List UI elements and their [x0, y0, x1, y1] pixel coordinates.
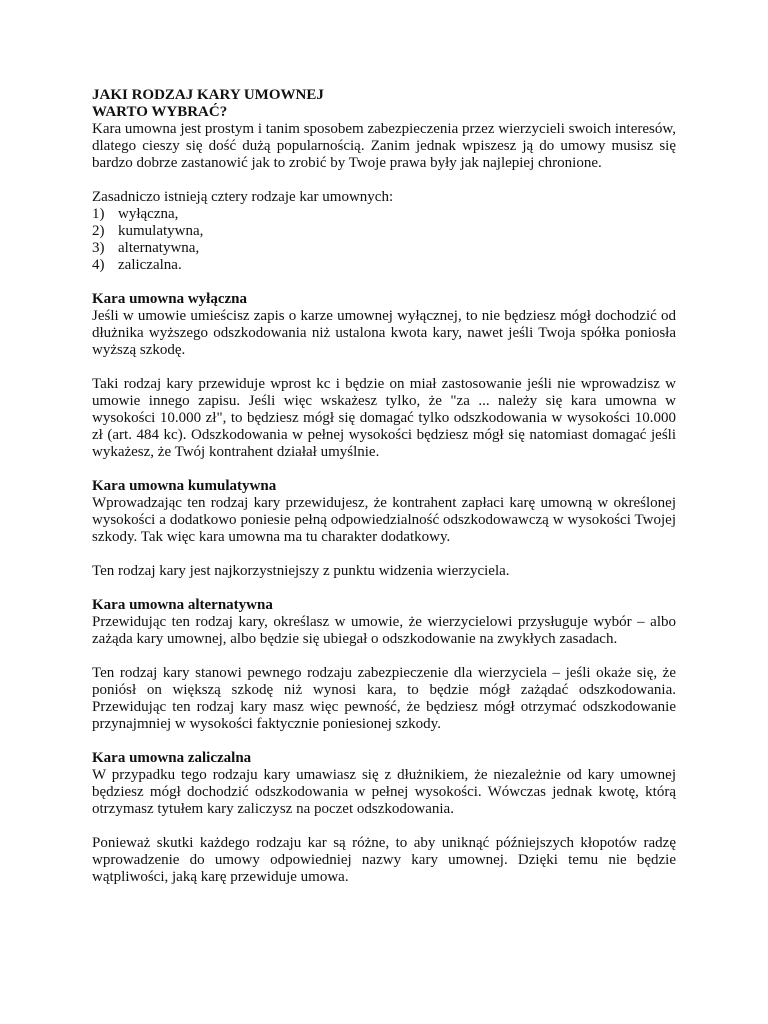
list-item: [92, 206, 676, 223]
section-paragraph: Taki rodzaj kary przewiduje wprost kc i będzie on miał zastosowanie jeśli nie wprowadzisz w umowie innego zapisu. Jeśli więc wskażesz tylko, że "za ... należy się kara umowna w wysokości 10.000 zł", to będziesz mógł się domagać tylko odszkodowania w wysokości 10.000 zł (art. 484 kc). Odszkodowania w pełnej wysokości będziesz mógł się natomiast domagać jeśli wykażesz, że Twój kontrahent działał umyślnie.: [92, 376, 676, 460]
spacer: [92, 546, 676, 563]
section-heading-wylaczna: Kara umowna wyłączna: [92, 291, 247, 307]
list-item: [92, 223, 676, 240]
intro-paragraph: Kara umowna jest prostym i tanim sposobem zabezpieczenia przez wierzycieli swoich interesów, dlatego cieszy się dość dużą popularnością. Zanim jednak wpiszesz ją do umowy musisz się bardzo dobrze zastanowić jak to zrobić by Twoje prawa były jak najlepiej chronione.: [92, 121, 676, 171]
types-intro: Zasadniczo istnieją cztery rodzaje kar umownych:: [92, 189, 394, 205]
list-label: alternatywna,: [118, 240, 200, 256]
section-heading-alternatywna: Kara umowna alternatywna: [92, 597, 273, 613]
spacer: [92, 818, 676, 835]
section-paragraph: Ten rodzaj kary stanowi pewnego rodzaju zabezpieczenie dla wierzyciela – jeśli okaże się, że poniósł on większą szkodę niż wynosi kara, to będzie mógł zażądać odszkodowania. Przewidując ten rodzaj kary masz więc pewność, że będziesz mógł otrzymać odszkodowanie przynajmniej w wysokości faktycznie poniesionej szkody.: [92, 665, 676, 732]
title-line-2: WARTO WYBRAĆ?: [92, 104, 228, 120]
section-heading-kumulatywna: Kara umowna kumulatywna: [92, 478, 277, 494]
section-paragraph: Ponieważ skutki każdego rodzaju kar są różne, to aby uniknąć późniejszych kłopotów radzę wprowadzenie do umowy odpowiedniej nazwy kary umownej. Dzięki temu nie będzie wątpliwości, jaką karę przewiduje umowa.: [92, 835, 676, 885]
list-item: [92, 257, 676, 274]
spacer: [92, 359, 676, 376]
list-number: 2): [92, 223, 105, 239]
list-number: 3): [92, 240, 105, 256]
list-number: 4): [92, 257, 105, 273]
section-paragraph: W przypadku tego rodzaju kary umawiasz się z dłużnikiem, że niezależnie od kary umownej będziesz mógł dochodzić odszkodowania w pełnej wysokości. Wówczas jednak kwotę, którą otrzymasz tytułem kary zaliczysz na poczet odszkodowania.: [92, 767, 676, 817]
list-item: [92, 240, 676, 257]
document-body: [92, 87, 676, 886]
spacer: [92, 580, 676, 597]
title-line-1: JAKI RODZAJ KARY UMOWNEJ: [92, 87, 324, 103]
section-paragraph: Jeśli w umowie umieścisz zapis o karze umownej wyłącznej, to nie będziesz mógł dochodzić od dłużnika wyższego odszkodowania niż ustalona kwota kary, nawet jeśli Twoja spółka poniosła wyższą szkodę.: [92, 308, 676, 358]
section-heading-zaliczalna: Kara umowna zaliczalna: [92, 750, 252, 766]
list-label: zaliczalna.: [118, 257, 182, 273]
spacer: [92, 274, 676, 291]
list-number: 1): [92, 206, 105, 222]
types-list: [92, 206, 676, 274]
list-label: wyłączna,: [118, 206, 179, 222]
section-paragraph: Przewidując ten rodzaj kary, określasz w umowie, że wierzycielowi przysługuje wybór – albo zażąda kary umownej, albo będzie się ubiegał o odszkodowanie na zwykłych zasadach.: [92, 614, 676, 647]
spacer: [92, 648, 676, 665]
section-paragraph: Ten rodzaj kary jest najkorzystniejszy z punktu widzenia wierzyciela.: [92, 563, 510, 579]
spacer: [92, 461, 676, 478]
section-paragraph: Wprowadzając ten rodzaj kary przewidujesz, że kontrahent zapłaci karę umowną w określonej wysokości a dodatkowo poniesie pełną odpowiedzialność odszkodowawczą w wysokości Twojej szkody. Tak więc kara umowna ma tu charakter dodatkowy.: [92, 495, 676, 545]
spacer: [92, 733, 676, 750]
spacer: [92, 172, 676, 189]
document-title: [92, 87, 676, 121]
list-label: kumulatywna,: [118, 223, 204, 239]
